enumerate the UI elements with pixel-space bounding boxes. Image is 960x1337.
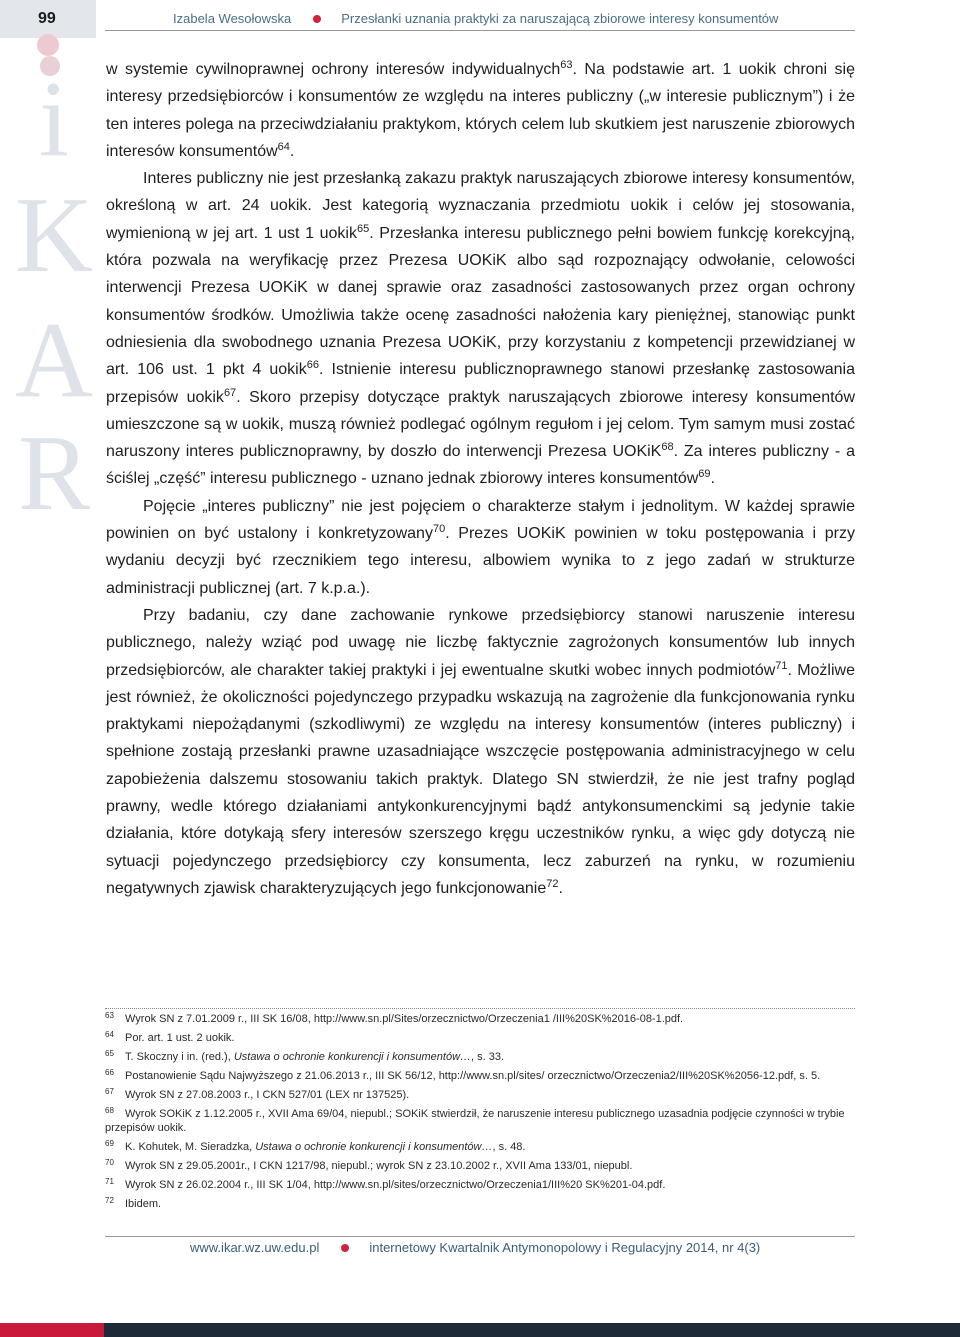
footnote-65: 65 T. Skoczny i in. (red.), Ustawa o ochronie konkurencji i konsumentów…, s. 33. — [105, 1049, 505, 1063]
footnote-ref[interactable]: 63 — [560, 59, 573, 71]
footer-url-link[interactable]: www.ikar.wz.uw.edu.pl — [190, 1240, 320, 1255]
footnote-ref[interactable]: 67 — [223, 386, 237, 399]
page-number: 99 — [0, 0, 96, 38]
header-divider — [105, 30, 855, 31]
side-letter-r: R — [17, 414, 91, 533]
footnote-71: 71 Wyrok SN z 26.02.2004 r., III SK 1/04, http://www.sn.pl/sites/orzecznictwo/Orzeczenia1/III%20 SK%201-04.pdf. — [105, 1177, 666, 1191]
paragraph-2: Interes publiczny nie jest przesłanką zakazu praktyk naruszających zbiorowe interesy konsumentów, określoną w art. 24 uokik. Jest kategorią wyznaczania przedmiotu uokik i celów jej stosowania, wymienioną w jej art. 1 ust 1 uokik$^{65}$. Przesłanka interesu publicznego pełni bowiem funkcję korekcyjną, która pozwala na weryfikację przez Prezesa UOKiK albo sąd rozpoznający odwołanie, celowości interwencji Prezesa UOKiK w danej sprawie oraz zasadności zastosowanych przez organ ochrony konsumentów środków. Umożliwia także ocenę zasadności nałożenia kary pieniężnej, stanowiąc punkt odniesienia dla swobodnego uznania Prezesa UOKiK, przy korzystaniu z kompetencji przewidzianej w art. 106 ust. 1 pkt 4 uokik$^{66}$. Istnienie interesu publicznoprawnego stanowi przesłankę zastosowania przepisów uokik$^{67}$. Skoro przepisy dotyczące praktyk naruszających zbiorowe interesy konsumentów umieszczone są w uokik, muszą również podlegać ogólnym regułom i jej celom. Tym samym musi zostać naruszony interes publicznoprawny, by doszło do interwencji Prezesa UOKiK$^{68}$. Za interes publiczny - a ściślej „część” interesu publicznego - uznano jednak zbiorowy interes konsumentów$^{69}$. — [106, 170, 856, 488]
side-letter-a: A — [15, 301, 93, 420]
footnote-68: 68 Wyrok SOKiK z 1.12.2005 r., XVII Ama 69/04, niepubl.; SOKiK stwierdził, że naruszenie interesu publicznego uzasadnia podjęcie czynności w trybie przepisów uokik. — [105, 1106, 845, 1134]
decorative-dot-icon — [37, 34, 59, 56]
footer-divider — [105, 1236, 855, 1237]
footnotes — [105, 1012, 857, 1216]
bullet-dot-icon — [341, 1244, 349, 1252]
footnote-ref[interactable]: 71 — [775, 659, 788, 672]
running-header — [173, 11, 855, 26]
bottom-dark-bar — [104, 1323, 960, 1337]
footnote-67: 67 Wyrok SN z 27.08.2003 r., I CKN 527/01 (LEX nr 137525). — [105, 1087, 410, 1101]
footnote-ref[interactable]: 69 — [698, 468, 711, 481]
footnote-ref[interactable]: 72 — [546, 877, 559, 890]
bottom-accent-bar — [0, 1323, 104, 1337]
paragraph-1: w systemie cywilnoprawnej ochrony interesów indywidualnych$^{63}$. Na podstawie art. 1 uokik chroni się interesy przedsiębiorców i konsumentów ze względu na interes publiczny („w interesie publicznym”) i że ten interes polega na przeciwdziałaniu praktykom, których celem lub skutkiem jest naruszenie zbiorowych interesów konsumentów$^{64}$. — [106, 59, 855, 160]
side-letter-i: i — [38, 60, 69, 179]
footnote-72: 72 Ibidem. — [105, 1196, 162, 1210]
paragraph-3: Pojęcie „interes publiczny” nie jest pojęciem o charakterze stałym i jednolitym. W każdej sprawie powinien on być ustalony i konkretyzowany$^{70}$. Prezes UOKiK powinien w toku postępowania i przy wydaniu decyzji być rzecznikiem tego interesu, albowiem wynika to z jego zadań w strukturze administracji publicznej (art. 7 k.p.a.). — [106, 497, 855, 597]
footnote-ref[interactable]: 66 — [306, 359, 319, 372]
footnote-ref[interactable]: 70 — [432, 523, 446, 536]
body-text — [106, 56, 855, 902]
footnote-64: 64 Por. art. 1 ust. 2 uokik. — [105, 1030, 235, 1044]
header-title: Przesłanki uznania praktyki za naruszającą zbiorowe interesy konsumentów — [341, 11, 779, 26]
running-footer — [190, 1240, 760, 1255]
footnote-66: 66 Postanowienie Sądu Najwyższego z 21.06.2013 r., III SK 56/12, http://www.sn.pl/sites/ orzecznictwo/Orzeczenia2/III%20SK%2056-12.pdf, s. 5. — [105, 1068, 821, 1082]
footnote-ref[interactable]: 64 — [277, 140, 290, 153]
paragraph-4: Przy badaniu, czy dane zachowanie rynkowe przedsiębiorcy stanowi naruszenie interesu publicznego, należy wziąć pod uwagę nie liczbę faktycznie zagrożonych konsumentów lub innych przedsiębiorców, ale charakter takiej praktyki i jej ewentualne skutki wobec innych podmiotów$^{71}$. Możliwe jest również, że okoliczności pojedynczego przypadku wskazują na zagrożenie dla funkcjonowania rynku praktykami niepożądanymi (szkodliwymi) ze względu na interesy konsumentów (interes publiczny) i spełnione zostają przesłanki prawne uzasadniające wszczęcie postępowania administracyjnego w celu zapobieżenia dalszemu stosowaniu takich praktyk. Dlatego SN stwierdził, że nie jest trafny pogląd prawny, wedle którego działaniami antykonkurencyjnymi bądź antykonsumenckimi są jedynie takie działania, które dotykają sfery interesów szerszego kręgu uczestników rynku, a więc gdy dotyczą nie sytuacji pojedynczego przedsiębiorcy czy konsumenta, lecz zaburzeń na rynku, w rozumieniu negatywnych zjawisk charakteryzujących jego funkcjonowanie$^{72}$. — [106, 606, 855, 897]
header-author: Izabela Wesołowska — [173, 11, 292, 26]
footnote-ref[interactable]: 65 — [356, 222, 370, 235]
side-letter-k: K — [15, 176, 93, 295]
footnote-divider — [105, 1008, 855, 1009]
bullet-dot-icon — [313, 15, 321, 23]
footer-journal: internetowy Kwartalnik Antymonopolowy i Regulacyjny 2014, nr 4(3) — [369, 1240, 761, 1255]
footnote-63: 63 Wyrok SN z 7.01.2009 r., III SK 16/08, http://www.sn.pl/Sites/orzecznictwo/Orzeczenia1 /III%20SK%2016-08-1.pdf. — [105, 1011, 684, 1025]
footnote-69: 69 K. Kohutek, M. Sieradzka, Ustawa o ochronie konkurencji i konsumentów…, s. 48. — [105, 1139, 526, 1153]
footnote-70: 70 Wyrok SN z 29.05.2001r., I CKN 1217/98, niepubl.; wyrok SN z 23.10.2002 r., XVII Ama 133/01, niepubl. — [105, 1158, 633, 1172]
footnote-ref[interactable]: 68 — [661, 441, 674, 454]
